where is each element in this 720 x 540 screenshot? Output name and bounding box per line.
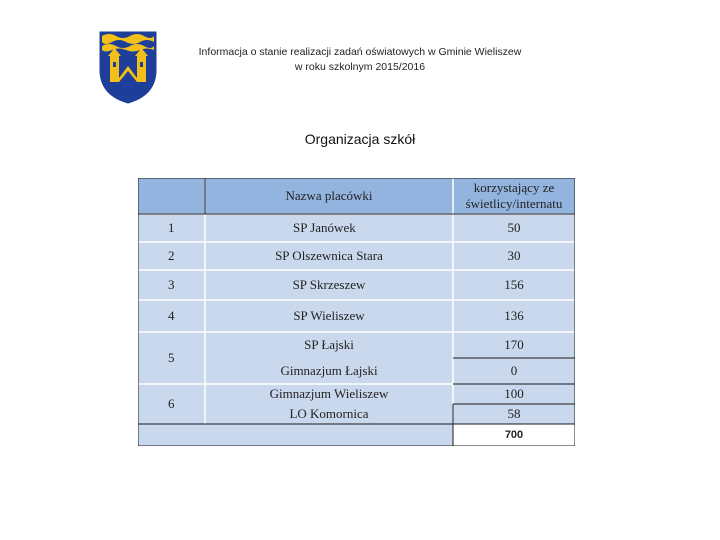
row-3-count: 156 <box>453 270 575 300</box>
row-4-count: 136 <box>453 300 575 332</box>
row-1-number: 1 <box>138 214 205 242</box>
row-5a-name: SP Łajski <box>205 332 453 358</box>
row-2-number: 2 <box>138 242 205 270</box>
header-name-cell: Nazwa placówki <box>205 178 453 214</box>
header-empty-cell <box>138 178 205 214</box>
total-label-cell <box>138 424 453 446</box>
schools-table <box>138 178 575 446</box>
row-6b-name: LO Komornica <box>205 404 453 424</box>
row-1-name: SP Janówek <box>205 214 453 242</box>
row-6a-name: Gimnazjum Wieliszew <box>205 384 453 404</box>
row-3-name: SP Skrzeszew <box>205 270 453 300</box>
row-6b-count: 58 <box>453 404 575 424</box>
header-count-cell: korzystający ze świetlicy/internatu <box>453 178 575 214</box>
row-4-number: 4 <box>138 300 205 332</box>
row-2-name: SP Olszewnica Stara <box>205 242 453 270</box>
total-value: 700 <box>453 424 575 446</box>
row-5b-count: 0 <box>453 358 575 384</box>
row-5b-name: Gimnazjum Łajski <box>205 358 453 384</box>
row-3-number: 3 <box>138 270 205 300</box>
document-header <box>180 45 540 75</box>
row-1-count: 50 <box>453 214 575 242</box>
row-5-number: 5 <box>138 332 205 384</box>
row-4-name: SP Wieliszew <box>205 300 453 332</box>
row-6-number: 6 <box>138 384 205 424</box>
header-line-2: w roku szkolnym 2015/2016 <box>294 61 426 73</box>
row-6a-count: 100 <box>453 384 575 404</box>
row-2-count: 30 <box>453 242 575 270</box>
header-line-1: Informacja o stanie realizacji zadań oświatowych w Gminie Wieliszew <box>198 46 522 58</box>
section-title: Organizacja szkół <box>304 131 416 147</box>
row-5a-count: 170 <box>453 332 575 358</box>
coat-of-arms-logo <box>98 30 158 105</box>
